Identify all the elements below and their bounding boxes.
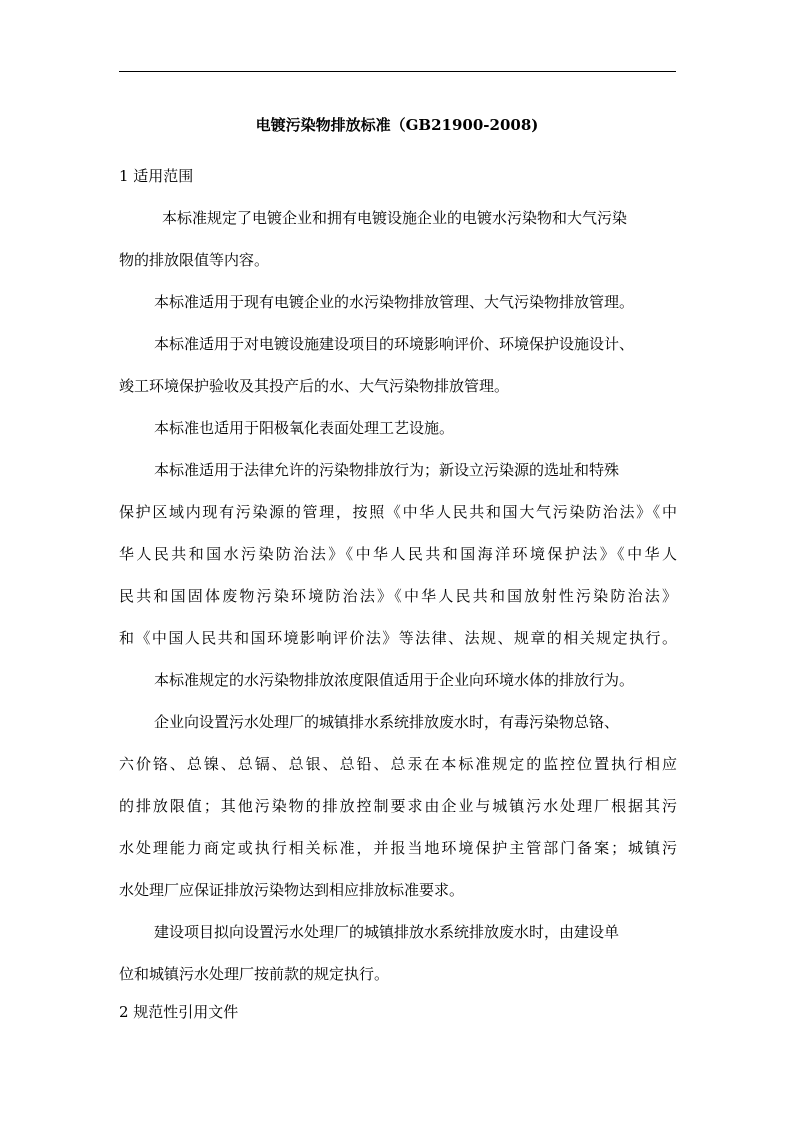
paragraph-line: 本标准适用于现有电镀企业的水污染物排放管理、大气污染物排放管理。: [154, 293, 635, 311]
section-heading-references: 2 规范性引用文件: [119, 1003, 239, 1021]
document-title: 电镀污染物排放标准（GB21900-2008): [255, 116, 539, 134]
paragraph-line: 建设项目拟向设置污水处理厂的城镇排放水系统排放废水时，由建设单: [154, 923, 620, 941]
paragraph-line: 水处理能力商定或执行相关标准，并报当地环境保护主管部门备案；城镇污: [119, 839, 677, 857]
header-rule: [119, 71, 676, 72]
paragraph-line: 物的排放限值等内容。: [119, 251, 270, 269]
paragraph-line: 本标准适用于法律允许的污染物排放行为；新设立污染源的选址和特殊: [154, 461, 620, 479]
paragraph-line: 华人民共和国水污染防治法》《中华人民共和国海洋环境保护法》《中华人: [119, 545, 677, 563]
paragraph-line: 本标准规定的水污染物排放浓度限值适用于企业向环境水体的排放行为。: [154, 671, 635, 689]
paragraph-line: 本标准适用于对电镀设施建设项目的环境影响评价、环境保护设施设计、: [154, 335, 635, 353]
paragraph-line: 保护区域内现有污染源的管理，按照《中华人民共和国大气污染防治法》《中: [119, 503, 677, 521]
paragraph-line: 的排放限值；其他污染物的排放控制要求由企业与城镇污水处理厂根据其污: [119, 797, 677, 815]
paragraph-line: 竣工环境保护验收及其投产后的水、大气污染物排放管理。: [119, 377, 510, 395]
paragraph-line: 位和城镇污水处理厂按前款的规定执行。: [119, 965, 390, 983]
paragraph-line: 本标准也适用于阳极氧化表面处理工艺设施。: [154, 419, 455, 437]
section-heading-scope: 1 适用范围: [119, 167, 194, 185]
paragraph-line: 六价铬、总镍、总镉、总银、总铅、总汞在本标准规定的监控位置执行相应: [119, 755, 677, 773]
paragraph-line: 企业向设置污水处理厂的城镇排水系统排放废水时，有毒污染物总铬、: [154, 713, 620, 731]
paragraph-line: 民共和国固体废物污染环境防治法》《中华人民共和国放射性污染防治法》: [119, 587, 677, 605]
paragraph-line: 和《中国人民共和国环境影响评价法》等法律、法规、规章的相关规定执行。: [119, 629, 677, 647]
paragraph-line: 本标准规定了电镀企业和拥有电镀设施企业的电镀水污染物和大气污染: [162, 209, 628, 227]
paragraph-line: 水处理厂应保证排放污染物达到相应排放标准要求。: [119, 881, 465, 899]
